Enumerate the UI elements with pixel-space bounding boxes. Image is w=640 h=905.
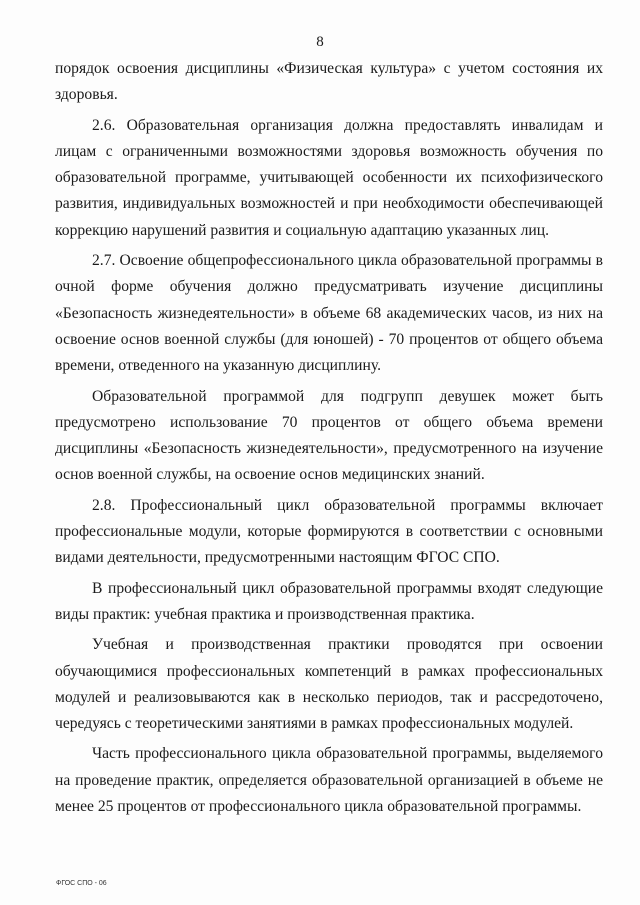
paragraph-practice-conduct: Учебная и производственная практики проводятся при освоении обучающимися профессиональных компетенций в рамках профессиональных модулей и реализовываются как в несколько периодов, так и рассредоточено, чередуясь с теоретическими занятиями в рамках профессиональных модулей. bbox=[55, 636, 603, 733]
document-footer: ФГОС СПО - 06 bbox=[56, 880, 107, 887]
paragraph-2-6: 2.6. Образовательная организация должна предоставлять инвалидам и лицам с ограниченными возможностями здоровья возможность обучения по образовательной программе, учитывающей особенности их психофизического развития, индивидуальных возможностей и при необходимости обеспечивающей коррекцию нарушений развития и социальную адаптацию указанных лиц. bbox=[55, 116, 603, 239]
paragraph-practice-share: Часть профессионального цикла образовательной программы, выделяемого на проведение практик, определяется образовательной организацией в объеме не менее 25 процентов от профессионального цикла образовательной программы. bbox=[55, 745, 603, 816]
paragraph-continuation: порядок освоения дисциплины «Физическая культура» с учетом состояния их здоровья. bbox=[55, 60, 603, 104]
document-body bbox=[55, 56, 603, 824]
paragraph-girls-subgroups: Образовательной программой для подгрупп девушек может быть предусмотрено использование 70 процентов от общего объема времени дисциплины «Безопасность жизнедеятельности», предусмотренного на изучение основ военной службы, на освоение основ медицинских знаний. bbox=[55, 387, 603, 484]
paragraph-2-8: 2.8. Профессиональный цикл образовательной программы включает профессиональные модули, которые формируются в соответствии с основными видами деятельности, предусмотренными настоящим ФГОС СПО. bbox=[55, 496, 603, 567]
page-number: 8 bbox=[316, 34, 324, 50]
paragraph-practice-types: В профессиональный цикл образовательной программы входят следующие виды практик: учебная практика и производственная практика. bbox=[55, 579, 603, 623]
paragraph-2-7: 2.7. Освоение общепрофессионального цикла образовательной программы в очной форме обучения должно предусматривать изучение дисциплины «Безопасность жизнедеятельности» в объеме 68 академических часов, из них на освоение основ военной службы (для юношей) - 70 процентов от общего объема времени, отведенного на указанную дисциплину. bbox=[55, 252, 603, 375]
